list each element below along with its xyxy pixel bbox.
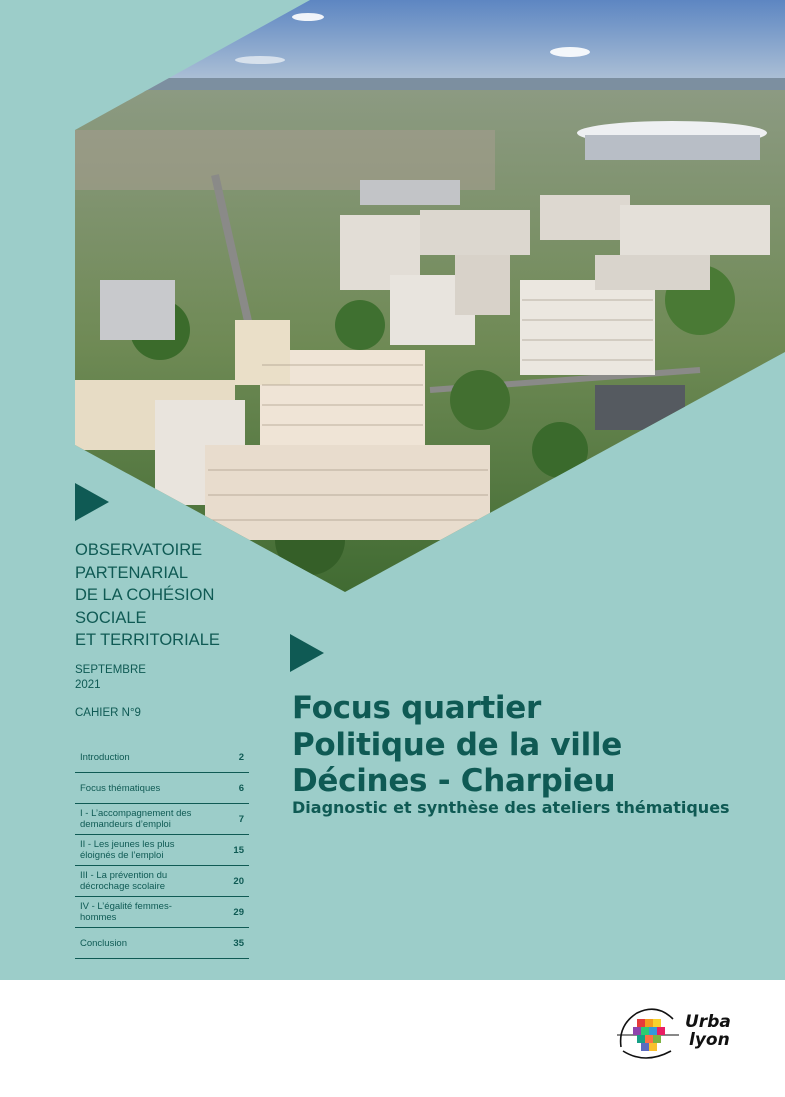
- toc-item[interactable]: [75, 866, 249, 897]
- triangle-marker-icon: [75, 483, 109, 521]
- toc-item[interactable]: [75, 773, 249, 804]
- toc-item[interactable]: [75, 897, 249, 928]
- document-title: [292, 690, 730, 818]
- issue-number: CAHIER N°9: [75, 707, 141, 719]
- toc-label: Introduction: [80, 751, 130, 763]
- document-subtitle: Diagnostic et synthèse des ateliers thématiques: [292, 797, 730, 817]
- toc-page: 29: [233, 906, 244, 918]
- toc-item[interactable]: [75, 804, 249, 835]
- toc-page: 35: [233, 937, 244, 949]
- toc-label: II - Les jeunes les plus éloignés de l’emploi: [80, 839, 175, 861]
- toc-page: 20: [233, 875, 244, 887]
- organization-name: OBSERVATOIRE PARTENARIAL DE LA COHÉSION SOCIALE ET TERRITORIALE: [75, 541, 220, 649]
- toc-page: 2: [238, 751, 244, 763]
- title-line: Focus quartier: [292, 690, 541, 726]
- publication-date: SEPTEMBRE 2021: [75, 664, 146, 691]
- title-line: Politique de la ville: [292, 726, 622, 763]
- toc-label: I - L’accompagnement des demandeurs d’emploi: [80, 808, 192, 830]
- urbalyon-logo-icon: [615, 1005, 681, 1065]
- toc-label: Focus thématiques: [80, 782, 161, 794]
- toc-page: 6: [238, 782, 244, 794]
- triangle-marker-icon: [290, 634, 324, 672]
- toc-label: III - La prévention du décrochage scolaire: [80, 870, 168, 892]
- toc-item[interactable]: [75, 835, 249, 866]
- toc-page: 7: [238, 813, 244, 825]
- toc-label: Conclusion: [80, 937, 127, 949]
- table-of-contents: [75, 742, 249, 959]
- toc-label: IV - L’égalité femmes-hommes: [80, 901, 172, 923]
- toc-item[interactable]: [75, 742, 249, 773]
- toc-page: 15: [233, 844, 244, 856]
- toc-item[interactable]: [75, 928, 249, 959]
- urbalyon-wordmark: Urba lyon: [685, 1012, 731, 1050]
- title-line: Décines - Charpieu: [292, 763, 616, 799]
